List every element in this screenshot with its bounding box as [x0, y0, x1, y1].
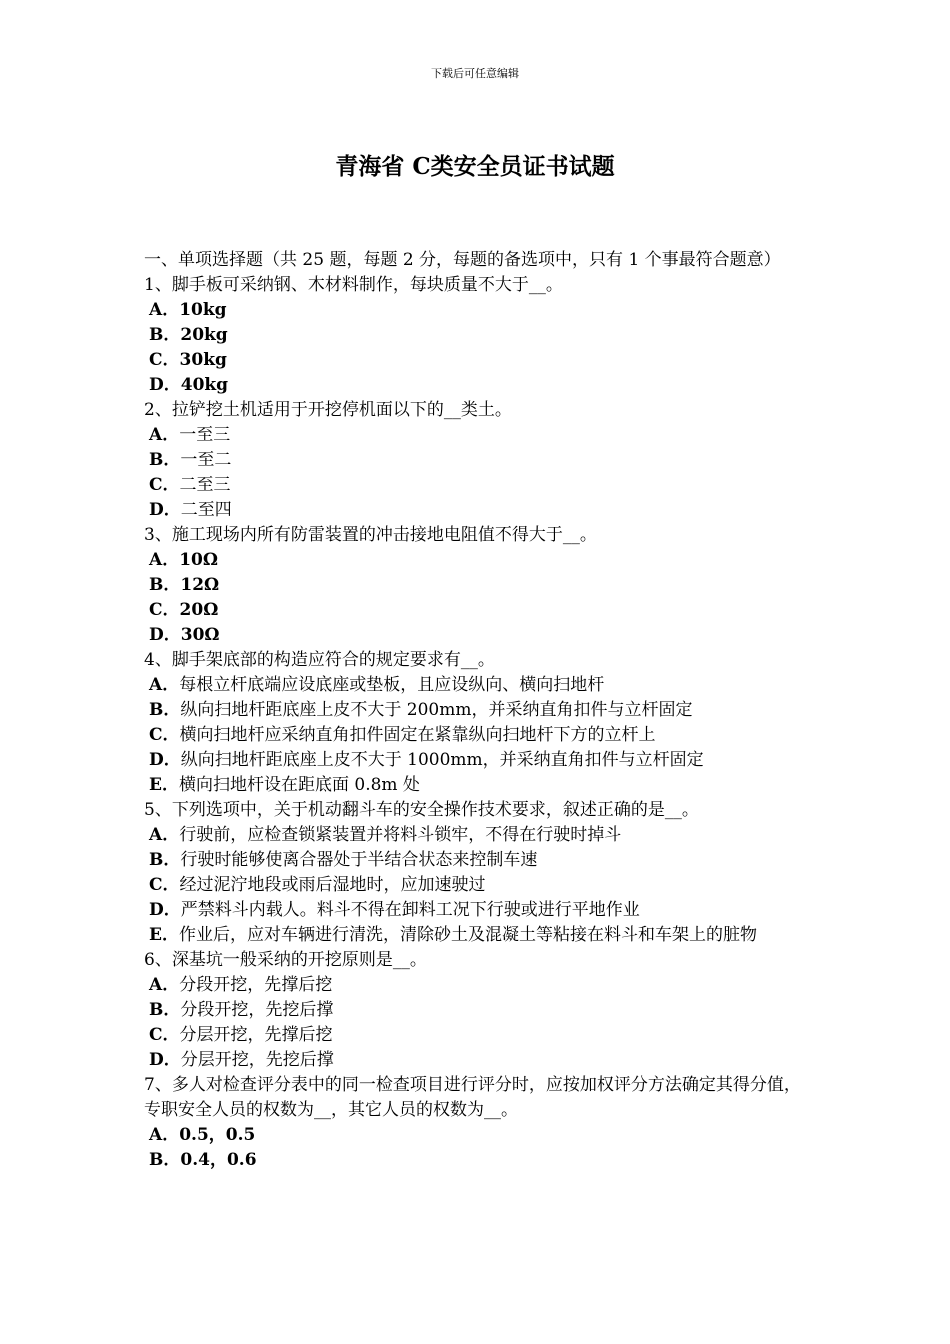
option-letter: C． [149, 475, 180, 495]
option-text: 40kg [180, 375, 229, 395]
option-text: 经过泥泞地段或雨后湿地时，应加速驶过 [179, 875, 486, 895]
question-text: 5、下列选项中，关于机动翻斗车的安全操作技术要求，叙述正确的是__。 [144, 800, 699, 820]
question-block [144, 648, 810, 798]
document-title: 青海省 C类安全员证书试题 [335, 153, 615, 180]
answer-option [144, 673, 810, 698]
option-letter: B． [149, 575, 181, 595]
option-text: 分层开挖，先撑后挖 [179, 1025, 333, 1045]
option-letter: A． [149, 300, 180, 320]
answer-option [144, 348, 810, 373]
answer-option [144, 748, 810, 773]
answer-option [144, 423, 810, 448]
option-text: 30kg [179, 350, 227, 370]
question-text: 6、深基坑一般采纳的开挖原则是__。 [144, 950, 427, 970]
option-letter: A． [149, 550, 180, 570]
option-text: 横向扫地杆应采纳直角扣件固定在紧靠纵向扫地杆下方的立杆上 [179, 725, 656, 745]
option-letter: B． [149, 1000, 181, 1020]
option-text: 严禁料斗内载人。料斗不得在卸料工况下行驶或进行平地作业 [180, 900, 640, 920]
option-text: 20Ω [179, 600, 219, 620]
answer-option [144, 1148, 810, 1173]
option-letter: B． [149, 850, 181, 870]
question-list [144, 273, 810, 1173]
question-text: 2、拉铲挖土机适用于开挖停机面以下的__类土。 [144, 400, 512, 420]
option-letter: D． [149, 625, 181, 645]
question-block [144, 398, 810, 523]
option-text: 分段开挖，先挖后撑 [180, 1000, 334, 1020]
option-letter: B． [149, 325, 181, 345]
option-letter: A． [149, 675, 180, 695]
section-heading: 一、单项选择题（共 25 题，每题 2 分，每题的备选项中，只有 1 个事最符合题意） [144, 250, 781, 270]
answer-option [144, 573, 810, 598]
option-letter: D． [149, 500, 181, 520]
option-text: 横向扫地杆设在距底面 0.8m 处 [178, 775, 420, 795]
option-text: 0.5，0.5 [179, 1125, 256, 1145]
option-text: 纵向扫地杆距底座上皮不大于 200mm，并采纳直角扣件与立杆固定 [180, 700, 693, 720]
option-letter: B． [149, 1150, 181, 1170]
option-letter: A． [149, 975, 180, 995]
option-letter: B． [149, 700, 181, 720]
answer-option [144, 498, 810, 523]
option-text: 一至二 [180, 450, 232, 470]
answer-option [144, 448, 810, 473]
option-letter: B． [149, 450, 181, 470]
question-block [144, 1073, 810, 1173]
question-block [144, 523, 810, 648]
answer-option [144, 548, 810, 573]
answer-option [144, 823, 810, 848]
header-note: 下载后可任意编辑 [431, 67, 519, 80]
option-text: 20kg [180, 325, 228, 345]
question-block [144, 798, 810, 948]
answer-option [144, 373, 810, 398]
option-text: 二至三 [179, 475, 231, 495]
answer-option [144, 1123, 810, 1148]
answer-option [144, 1048, 810, 1073]
option-text: 分段开挖，先撑后挖 [179, 975, 333, 995]
answer-option [144, 698, 810, 723]
option-letter: D． [149, 1050, 181, 1070]
answer-option [144, 598, 810, 623]
option-text: 二至四 [180, 500, 232, 520]
answer-option [144, 998, 810, 1023]
question-text: 1、脚手板可采纳钢、木材料制作，每块质量不大于__。 [144, 275, 563, 295]
option-text: 30Ω [180, 625, 220, 645]
option-text: 作业后，应对车辆进行清洗，清除砂土及混凝土等粘接在料斗和车架上的脏物 [178, 925, 757, 945]
question-block [144, 273, 810, 398]
answer-option [144, 873, 810, 898]
option-letter: C． [149, 1025, 180, 1045]
question-block [144, 948, 810, 1073]
answer-option [144, 973, 810, 998]
answer-option [144, 1023, 810, 1048]
question-text: 7、多人对检查评分表中的同一检查项目进行评分时，应按加权评分方法确定其得分值，专职安全人员的权数为__，其它人员的权数为__。 [144, 1075, 801, 1120]
option-text: 一至三 [179, 425, 231, 445]
option-letter: D． [149, 900, 181, 920]
answer-option [144, 923, 810, 948]
answer-option [144, 773, 810, 798]
answer-option [144, 323, 810, 348]
option-letter: E． [149, 925, 179, 945]
option-text: 0.4，0.6 [180, 1150, 257, 1170]
answer-option [144, 473, 810, 498]
option-letter: A． [149, 1125, 180, 1145]
option-text: 10kg [179, 300, 227, 320]
question-text: 4、脚手架底部的构造应符合的规定要求有__。 [144, 650, 495, 670]
option-letter: C． [149, 875, 180, 895]
option-letter: A． [149, 425, 180, 445]
answer-option [144, 848, 810, 873]
option-text: 纵向扫地杆距底座上皮不大于 1000mm，并采纳直角扣件与立杆固定 [180, 750, 704, 770]
option-letter: C． [149, 725, 180, 745]
answer-option [144, 898, 810, 923]
option-text: 10Ω [179, 550, 218, 570]
option-letter: D． [149, 375, 181, 395]
document-body [144, 248, 810, 1173]
option-letter: D． [149, 750, 181, 770]
option-letter: E． [149, 775, 179, 795]
option-letter: A． [149, 825, 180, 845]
option-text: 每根立杆底端应设底座或垫板，且应设纵向、横向扫地杆 [179, 675, 605, 695]
answer-option [144, 723, 810, 748]
answer-option [144, 623, 810, 648]
option-letter: C． [149, 350, 180, 370]
option-text: 分层开挖，先挖后撑 [180, 1050, 334, 1070]
question-text: 3、施工现场内所有防雷装置的冲击接地电阻值不得大于__。 [144, 525, 597, 545]
option-letter: C． [149, 600, 180, 620]
option-text: 12Ω [180, 575, 220, 595]
option-text: 行驶前，应检查锁紧装置并将料斗锁牢，不得在行驶时掉斗 [179, 825, 622, 845]
option-text: 行驶时能够使离合器处于半结合状态来控制车速 [180, 850, 538, 870]
answer-option [144, 298, 810, 323]
